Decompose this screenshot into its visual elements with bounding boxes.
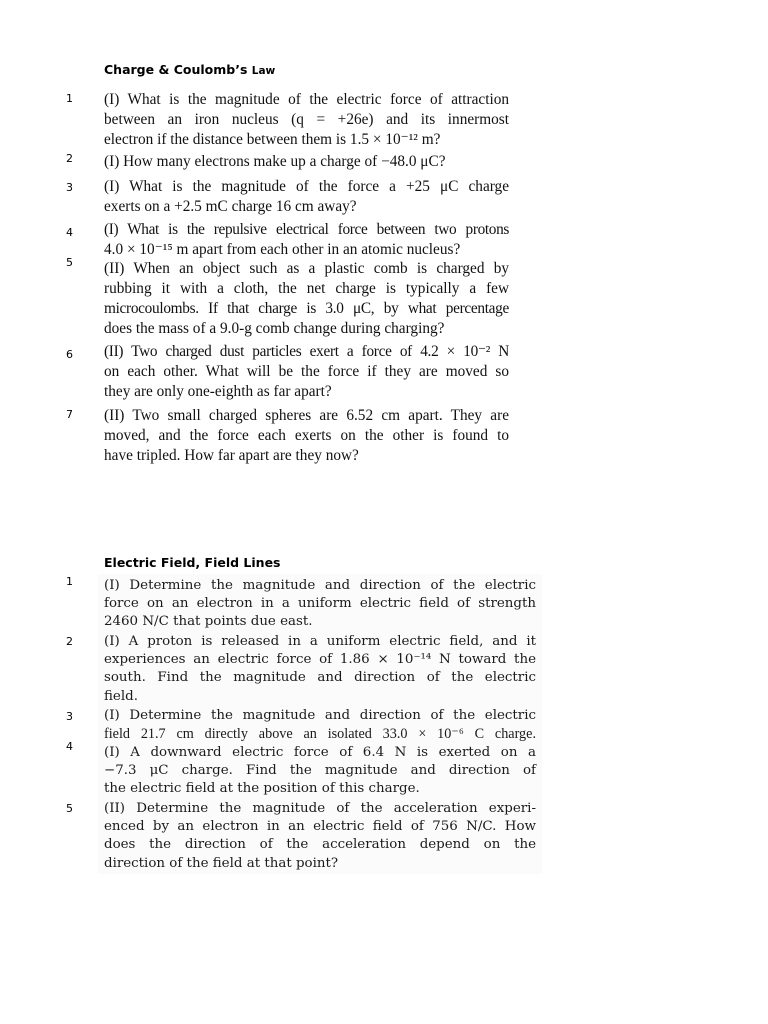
problem-line: (I) Determine the magnitude and direction of the electric bbox=[104, 708, 536, 723]
problem-line: (I) How many electrons make up a charge of −48.0 μC? bbox=[104, 153, 446, 170]
problem-number: 5 bbox=[66, 256, 73, 269]
problem-number: 2 bbox=[66, 152, 73, 165]
problem-text bbox=[104, 177, 509, 217]
section-heading-main: Charge & Coulomb’s bbox=[104, 62, 252, 77]
problem-line: 2460 N/C that points due east. bbox=[104, 614, 313, 630]
problem-number: 1 bbox=[66, 92, 73, 105]
problem-line: (II) Two small charged spheres are 6.52 cm apart. They are bbox=[104, 407, 509, 424]
problem-text bbox=[104, 633, 536, 706]
problem-text bbox=[104, 406, 509, 466]
problem-line: rubbing it with a cloth, the net charge is typically a few bbox=[104, 280, 509, 297]
problem-line: field 21.7 cm directly above an isolated 33.0 × 10⁻⁶ C charge. bbox=[104, 726, 536, 743]
problem-text bbox=[104, 90, 509, 150]
problem-line: does the direction of the acceleration depend on the bbox=[104, 837, 536, 853]
problem-number: 1 bbox=[66, 575, 73, 588]
problem-line: does the mass of a 9.0-g comb change during charging? bbox=[104, 320, 445, 337]
problem-line: (I) Determine the magnitude and direction of the electric bbox=[104, 578, 536, 593]
problem-line: (I) What is the repulsive electrical force between two protons bbox=[104, 221, 509, 238]
problem-line: (I) What is the magnitude of the electric force of attraction bbox=[104, 91, 509, 108]
problem-line: (II) When an object such as a plastic comb is charged by bbox=[104, 260, 509, 277]
problem-line: they are only one-eighth as far apart? bbox=[104, 383, 332, 400]
problem-line: microcoulombs. If that charge is 3.0 μC, by what percentage bbox=[104, 300, 509, 317]
section-heading-small: Law bbox=[251, 65, 276, 77]
problem-line: experiences an electric force of 1.86 × 10⁻¹⁴ N toward the bbox=[104, 652, 536, 668]
problem-line: field. bbox=[104, 688, 138, 704]
problem-line: direction of the field at that point? bbox=[104, 855, 339, 871]
problem-line: enced by an electron in an electric field of 756 N/C. How bbox=[104, 819, 536, 835]
problem-number: 3 bbox=[66, 710, 73, 723]
problem-line: electron if the distance between them is 1.5 × 10⁻¹² m? bbox=[104, 131, 441, 148]
problem-line: (I) A downward electric force of 6.4 N is exerted on a bbox=[104, 745, 536, 760]
problem-number: 5 bbox=[66, 802, 73, 815]
problem-line: (II) Determine the magnitude of the acceleration experi- bbox=[104, 801, 536, 816]
problem-line: −7.3 μC charge. Find the magnitude and direction of bbox=[104, 763, 536, 779]
problem-text bbox=[104, 577, 536, 632]
problem-text bbox=[104, 220, 509, 260]
problem-number: 3 bbox=[66, 181, 73, 194]
problem-line: (II) Two charged dust particles exert a force of 4.2 × 10⁻² N bbox=[104, 343, 509, 360]
problem-number: 2 bbox=[66, 635, 73, 648]
problem-line: on each other. What will be the force if they are moved so bbox=[104, 363, 509, 380]
problem-line: exerts on a +2.5 mC charge 16 cm away? bbox=[104, 198, 357, 215]
problem-line: have tripled. How far apart are they now? bbox=[104, 447, 359, 464]
problem-number: 4 bbox=[66, 740, 73, 753]
problem-line: (I) A proton is released in a uniform electric field, and it bbox=[104, 634, 536, 649]
problem-line: (I) What is the magnitude of the force a +25 μC charge bbox=[104, 178, 509, 195]
problem-line: the electric field at the position of this charge. bbox=[104, 781, 420, 797]
section-heading-electric-field: Electric Field, Field Lines bbox=[104, 555, 281, 570]
problem-text bbox=[104, 744, 536, 799]
problem-line: moved, and the force each exerts on the other is found to bbox=[104, 427, 509, 444]
problem-line: between an iron nucleus (q = +26e) and its innermost bbox=[104, 111, 509, 128]
section-heading-charge-coulombs-law bbox=[104, 62, 275, 77]
problem-text bbox=[104, 259, 509, 339]
problem-text bbox=[104, 342, 509, 402]
problem-number: 7 bbox=[66, 408, 73, 421]
problem-line: force on an electron in a uniform electric field of strength bbox=[104, 596, 536, 612]
problem-line: 4.0 × 10⁻¹⁵ m apart from each other in an atomic nucleus? bbox=[104, 241, 461, 258]
problem-number: 4 bbox=[66, 226, 73, 239]
problem-text bbox=[104, 800, 536, 873]
problem-text bbox=[104, 152, 509, 172]
problem-number: 6 bbox=[66, 348, 73, 361]
problem-text bbox=[104, 707, 536, 743]
problem-line: south. Find the magnitude and direction of the electric bbox=[104, 670, 536, 686]
